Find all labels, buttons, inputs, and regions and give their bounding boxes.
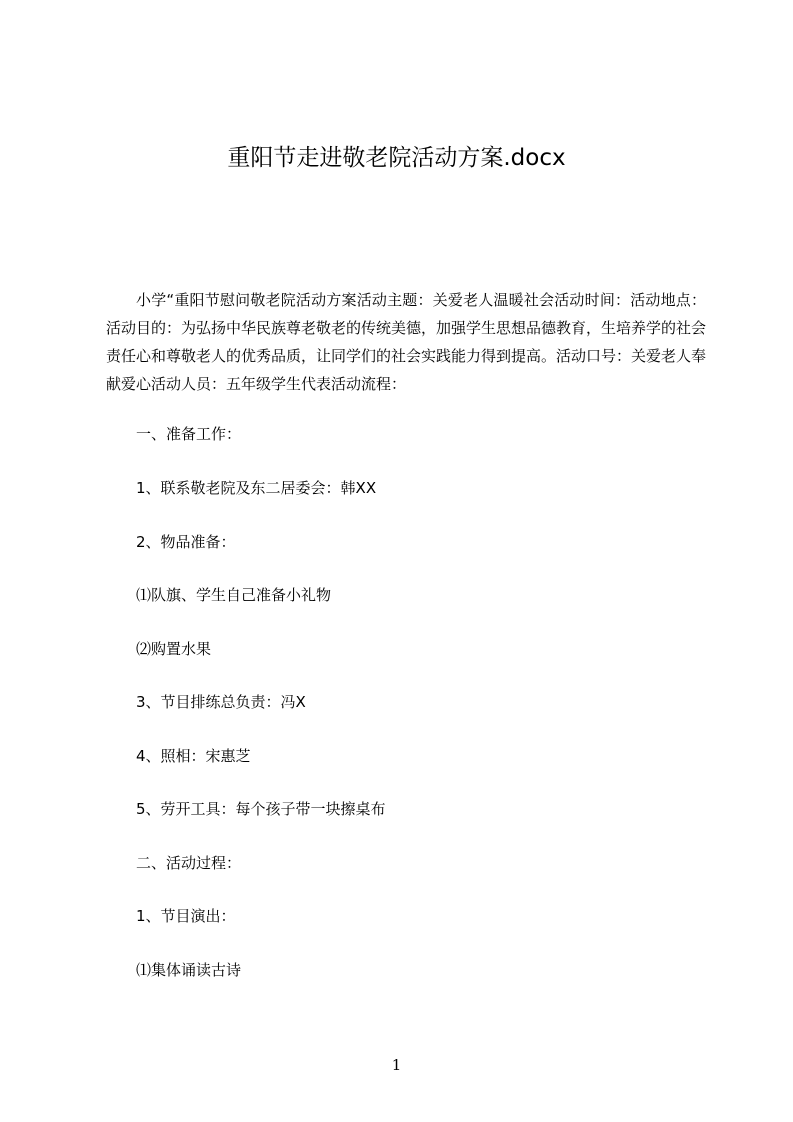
section-heading-process: 二、活动过程： [136,854,242,872]
list-item: ⑴集体诵读古诗 [136,961,242,979]
intro-paragraph: 小学“重阳节慰问敬老院活动方案活动主题：关爱老人温暖社会活动时间：活动地点：活动目的：为弘扬中华民族尊老敬老的传统美德，加强学生思想品德教育，生培养学的社会责任心和尊敬老人的优秀品质，让同学们的社会实践能力得到提高。活动口号：关爱老人奉献爱心活动人员：五年级学生代表活动流程： [106,291,707,393]
list-item: ⑴队旗、学生自己准备小礼物 [136,586,332,604]
list-item: 4、照相：宋惠芝 [136,747,251,765]
list-item: 1、联系敬老院及东二居委会：韩XX [136,479,377,497]
list-item: 1、节目演出： [136,907,236,925]
document-title: 重阳节走进敬老院活动方案.docx [227,145,566,171]
list-item: 5、劳开工具：每个孩子带一块擦桌布 [136,800,386,818]
list-item: 2、物品准备： [136,533,236,551]
section-heading-preparation: 一、准备工作： [136,425,242,443]
list-item: ⑵购置水果 [136,640,212,658]
page-number: 1 [391,1056,402,1074]
list-item: 3、节目排练总负责：冯X [136,693,306,711]
